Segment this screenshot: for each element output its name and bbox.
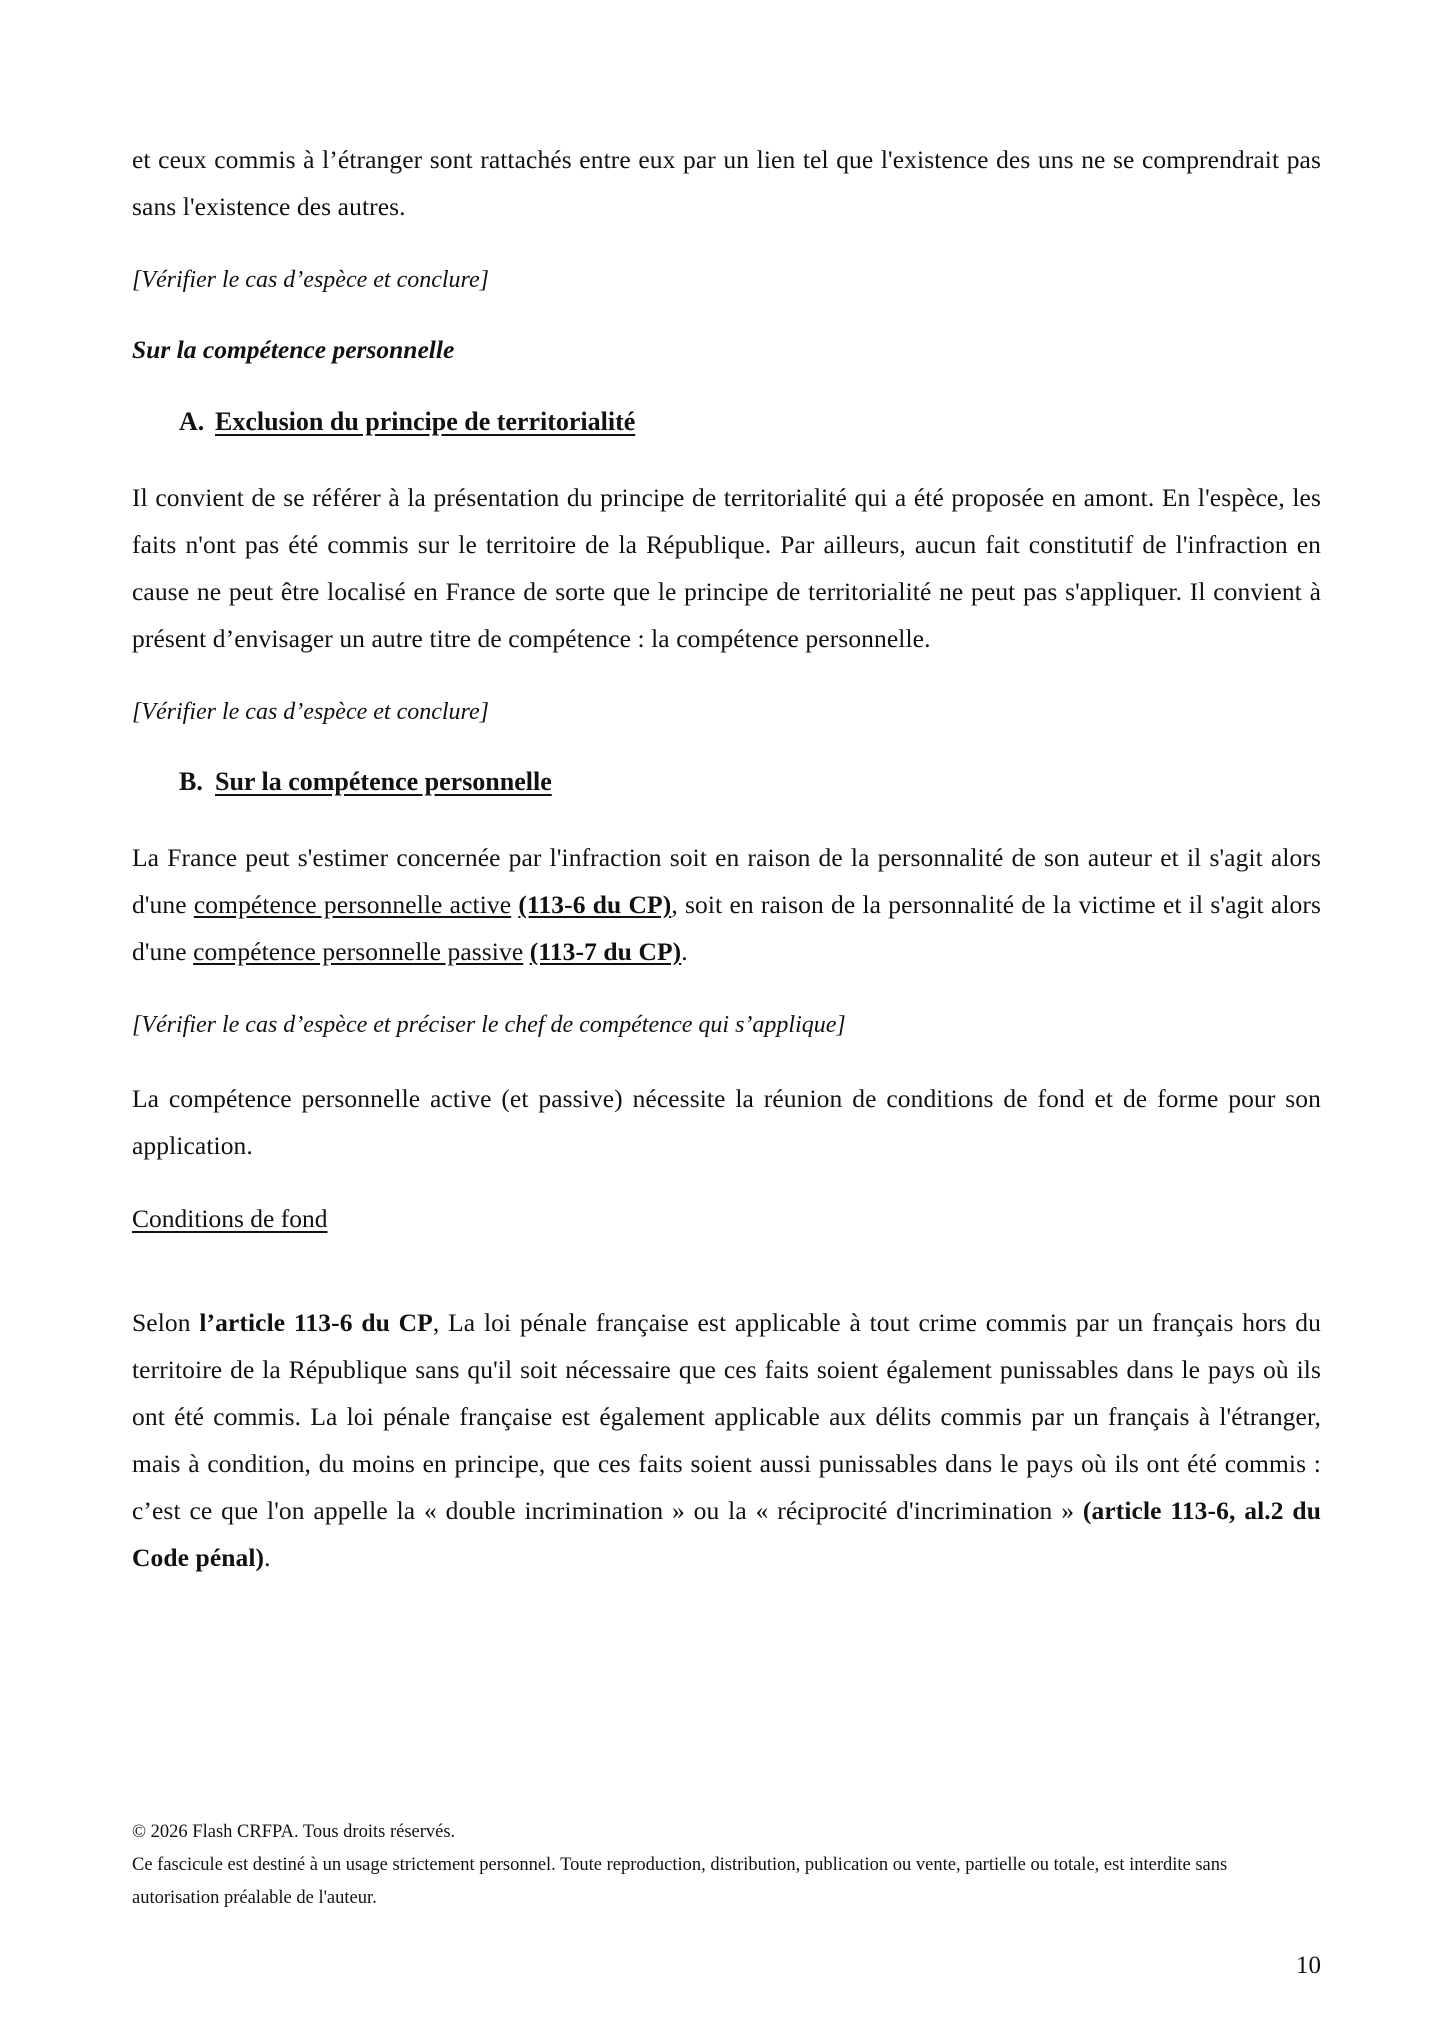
paragraph-selon-text-3: . [264,1543,271,1572]
paragraph-selon-text-2: , La loi pénale française est applicable à tout crime commis par un français hors du territoire de la République sans qu'il soit nécessaire que ces faits soient également punissables dans le pays où ils ont été commis. La loi pénale française est également applicable aux délits commis par un français à l'étranger, mais à condition, du moins en principe, que ces faits soient aussi punissables dans le pays où ils ont été commis : c’est ce que l'on appelle la « double incrimination » ou la « réciprocité d'incrimination » [132,1308,1322,1525]
footer-notice-line-2: autorisation préalable de l'auteur. [132,1888,377,1908]
heading-a-letter: A. [179,407,205,436]
section-title: Sur la compétence personnelle [132,335,455,364]
heading-a-label: Exclusion du principe de territorialité [215,407,636,436]
instruction-note-2: [Vérifier le cas d’espèce et conclure] [132,699,489,725]
footer-copyright: © 2026 Flash CRFPA. Tous droits réservés. [132,1822,456,1842]
paragraph-conditions-intro: La compétence personnelle active (et passive) nécessite la réunion de conditions de fond et de forme pour son application. [132,1084,1321,1160]
page-footer [132,1816,1321,1915]
article-113-6-reference: (113-6 du CP) [518,890,672,919]
article-113-7-reference: (113-7 du CP) [529,937,682,966]
paragraph-france-concernee-text-2: , soit en raison de la personnalité de la victime et il s'agit alors d'une [132,890,1321,966]
heading-b-label: Sur la compétence personnelle [215,767,552,796]
competence-personnelle-passive-underlined: compétence personnelle passive [193,937,524,966]
page-number: 10 [1296,1952,1321,1979]
heading-b-letter: B. [179,767,203,796]
subheading-conditions-wrapper [132,1199,1321,1269]
paragraph-france-concernee [132,834,1321,975]
instruction-note-3: [Vérifier le cas d’espèce et préciser le chef de compétence qui s’applique] [132,1012,846,1038]
competence-personnelle-active-underlined: compétence personnelle active [193,890,512,919]
paragraph-france-concernee-text-1: La France peut s'estimer concernée par l'infraction soit en raison de la personnalité de son auteur et il s'agit alors d'une [132,843,1321,919]
subheading-conditions: Conditions de fond [132,1204,328,1233]
article-113-6-cp-bold: l’article 113-6 du CP [199,1308,433,1337]
paragraph-selon-text-1: Selon [132,1308,200,1337]
instruction-note-1: [Vérifier le cas d’espèce et conclure] [132,267,489,293]
intro-paragraph: et ceux commis à l’étranger sont rattachés entre eux par un lien tel que l'existence des uns ne se comprendrait pas sans l'existence des autres. [132,145,1321,221]
heading-a [132,402,1321,442]
article-113-6-al2-bold: (article 113-6, al.2 du Code pénal) [132,1496,1321,1572]
paragraph-selon-article [132,1299,1321,1581]
footer-notice-line-1: Ce fascicule est destiné à un usage strictement personnel. Toute reproduction, distribution, publication ou vente, partielle ou totale, est interdite sans [132,1855,1228,1875]
paragraph-territorialite: Il convient de se référer à la présentation du principe de territorialité qui a été proposée en amont. En l'espèce, les faits n'ont pas été commis sur le territoire de la République. Par ailleurs, aucun fait constitutif de l'infraction en cause ne peut être localisé en France de sorte que le principe de territorialité ne peut pas s'appliquer. Il convient à présent d’envisager un autre titre de compétence : la compétence personnelle. [132,483,1321,653]
heading-b [132,762,1321,802]
paragraph-france-concernee-text-3: . [681,937,688,966]
